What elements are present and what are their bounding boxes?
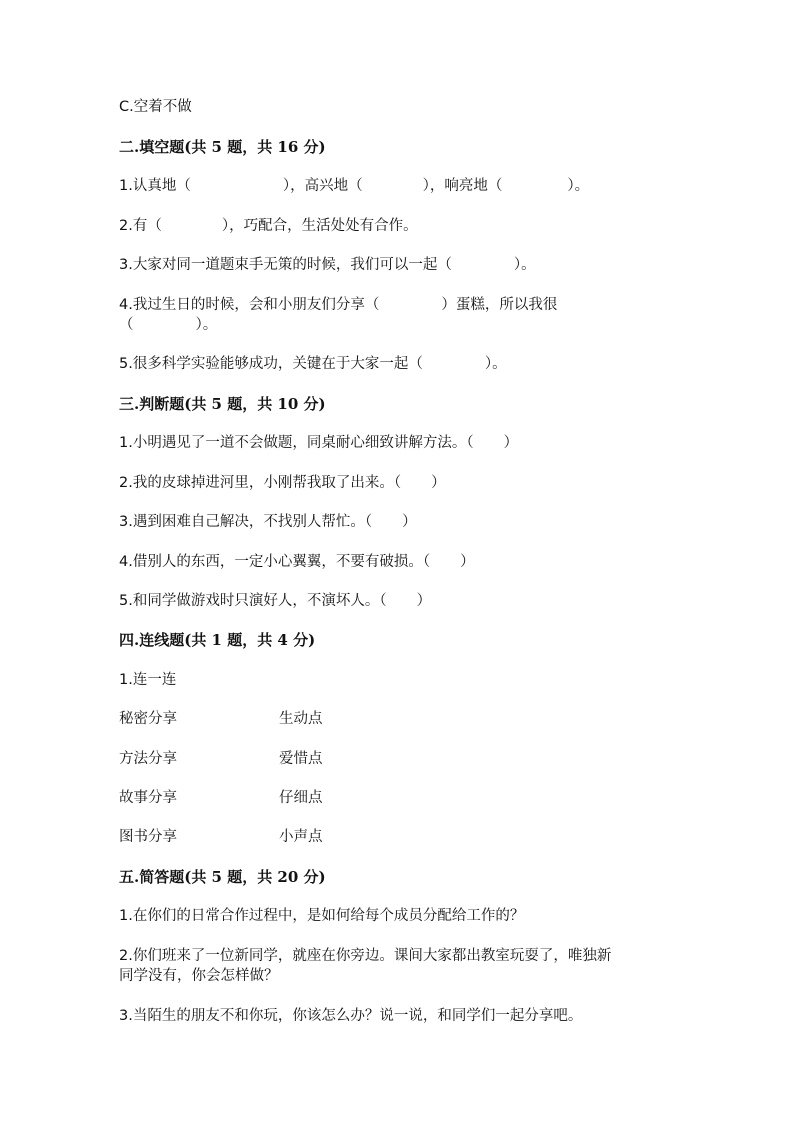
matching-left-item: 图书分享 — [119, 829, 177, 845]
section-fill-in-title: 二.填空题(共 5 题，共 16 分) — [119, 138, 326, 156]
fill-question-3: 3.大家对同一道题束手无策的时候，我们可以一起（ ）。 — [119, 257, 536, 273]
short-answer-question-2: 2.你们班来了一位新同学，就座在你旁边。课间大家都出教室玩耍了，唯独新 — [119, 948, 612, 964]
judge-question-3: 3.遇到困难自己解决，不找别人帮忙。（ ） — [119, 514, 417, 530]
judge-question-1: 1.小明遇见了一道不会做题，同桌耐心细致讲解方法。（ ） — [119, 435, 519, 451]
short-answer-question-3: 3.当陌生的朋友不和你玩，你该怎么办？说一说，和同学们一起分享吧。 — [119, 1008, 583, 1024]
matching-left-item: 故事分享 — [119, 790, 177, 806]
fill-question-1: 1.认真地（ ），高兴地（ ），响亮地（ ）。 — [119, 178, 590, 194]
section-short-answer-title: 五.简答题(共 5 题，共 20 分) — [119, 868, 326, 886]
section-judge-title: 三.判断题(共 5 题，共 10 分) — [119, 395, 326, 413]
short-answer-question-2-cont: 同学没有，你会怎样做？ — [119, 968, 279, 984]
matching-left-item: 秘密分享 — [119, 711, 177, 727]
matching-right-item: 小声点 — [279, 829, 323, 845]
judge-question-5: 5.和同学做游戏时只演好人，不演坏人。（ ） — [119, 593, 432, 609]
matching-question-1: 1.连一连 — [119, 672, 177, 688]
fill-question-2: 2.有（ ），巧配合，生活处处有合作。 — [119, 218, 418, 234]
fill-question-4: 4.我过生日的时候，会和小朋友们分享（ ）蛋糕，所以我很 — [119, 297, 558, 313]
option-c: C.空着不做 — [119, 99, 192, 115]
matching-right-item: 仔细点 — [279, 790, 323, 806]
matching-right-item: 爱惜点 — [279, 751, 323, 767]
fill-question-4-cont: （ ）。 — [119, 317, 218, 333]
matching-left-item: 方法分享 — [119, 751, 177, 767]
judge-question-4: 4.借别人的东西，一定小心翼翼，不要有破损。（ ） — [119, 554, 475, 570]
section-matching-title: 四.连线题(共 1 题，共 4 分) — [119, 631, 316, 649]
fill-question-5: 5.很多科学实验能够成功，关键在于大家一起（ ）。 — [119, 356, 507, 372]
short-answer-question-1: 1.在你们的日常合作过程中，是如何给每个成员分配给工作的？ — [119, 908, 525, 924]
matching-right-item: 生动点 — [279, 711, 323, 727]
judge-question-2: 2.我的皮球掉进河里，小刚帮我取了出来。（ ） — [119, 475, 446, 491]
